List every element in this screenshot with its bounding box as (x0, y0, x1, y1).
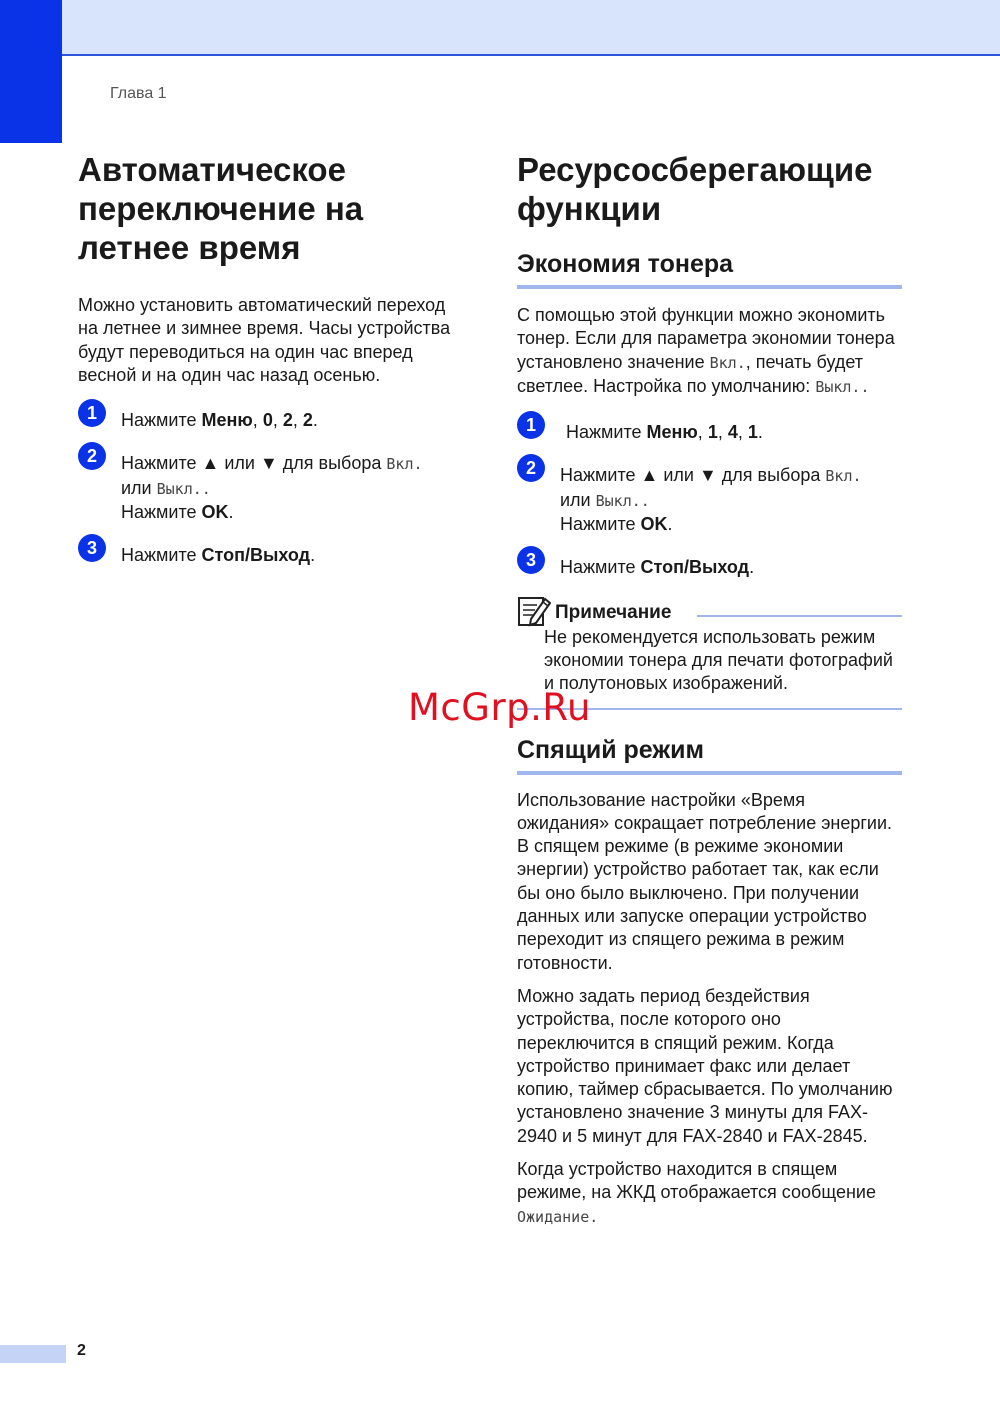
sleep-paragraph-3: Когда устройство находится в спящем режиме, на ЖКД отображается сообщение Ожидание. (517, 1159, 876, 1226)
footer-band (0, 1345, 66, 1363)
toner-heading: Экономия тонера (517, 250, 902, 289)
toner-step-1: 1 Нажмите Меню, 1, 4, 1. (517, 421, 902, 444)
sleep-paragraph-1: Использование настройки «Время ожидания» сокращает потребление энергии. В спящем режиме (в режиме экономии энергии) устройство работает так, как если бы оно было выключено. При получении данных или запуске операции устройство переходит из спящего режима в режим готовности. (517, 789, 893, 973)
dst-step-2: 2 Нажмите ▲ или ▼ для выбора Вкл. или Выкл.. Нажмите OK. (78, 452, 458, 524)
step-number-3: 3 (78, 534, 106, 562)
dst-intro: Можно установить автоматический переход на летнее и зимнее время. Часы устройства будут переводиться на один час вперед весной и на один час назад осенью. (78, 295, 451, 385)
toner-step-2: 2 Нажмите ▲ или ▼ для выбора Вкл. или Выкл.. Нажмите OK. (517, 464, 902, 536)
chapter-tab (0, 0, 62, 143)
dst-step-1: 1 Нажмите Меню, 0, 2, 2. (78, 409, 458, 432)
page-number: 2 (77, 1342, 86, 1359)
eco-title: Ресурсосберегающие функции (517, 151, 873, 227)
note-title: Примечание (555, 601, 672, 623)
option-off: Выкл.. (156, 479, 211, 498)
note-rule (697, 615, 902, 617)
note-pencil-icon (517, 594, 551, 628)
sleep-paragraph-2: Можно задать период бездействия устройства, после которого оно переключится в спящий режим. Когда устройство принимает факс или делает копию, таймер сбрасывается. По умолчанию установлено значение 3 минуты для FAX-2940 и 5 минут для FAX-2840 и FAX-2845. (517, 985, 893, 1146)
option-on: Вкл. (386, 455, 423, 474)
header-band (0, 0, 1000, 56)
step-number-1: 1 (78, 399, 106, 427)
step-number-3: 3 (517, 546, 545, 574)
step-number-1: 1 (517, 411, 545, 439)
toner-step-3: 3 Нажмите Стоп/Выход. (517, 556, 902, 579)
step-number-2: 2 (78, 442, 106, 470)
dst-title: Автоматическое переключение на летнее время (78, 151, 364, 266)
chapter-label: Глава 1 (110, 85, 167, 102)
step-number-2: 2 (517, 454, 545, 482)
sleep-heading: Спящий режим (517, 736, 902, 775)
left-column (78, 150, 458, 568)
dst-step-3: 3 Нажмите Стоп/Выход. (78, 544, 458, 567)
watermark: McGrp.Ru (408, 686, 591, 729)
toner-intro: С помощью этой функции можно экономить тонер. Если для параметра экономии тонера установлено значение Вкл., печать будет светлее. Настройка по умолчанию: Выкл.. (517, 305, 895, 396)
note-text: Не рекомендуется использовать режим экономии тонера для печати фотографий и полутоновых изображений. (544, 626, 893, 694)
note-header (517, 594, 902, 630)
